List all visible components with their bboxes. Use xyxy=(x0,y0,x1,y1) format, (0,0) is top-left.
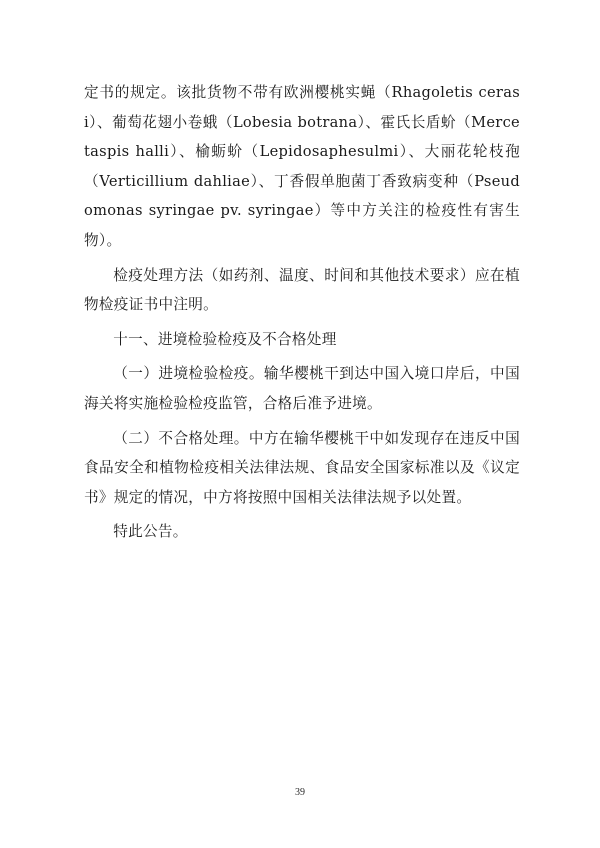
paragraph-announcement-closing: 特此公告。 xyxy=(113,523,188,541)
paragraph-entry-inspection: （一）进境检验检疫。输华樱桃干到达中国入境口岸后，中国海关将实施检验检疫监管，合格后准予进境。 xyxy=(84,365,520,412)
paragraph-quarantine-pests: 定书的规定。该批货物不带有欧洲樱桃实蝇（Rhagoletis cerasi）、葡萄花翅小卷蛾（Lobesia botrana）、霍氏长盾蚧（Mercetaspis halli）、榆蛎蚧（Lepidosaphesulmi）、大丽花轮枝孢（Verticillium dahliae）、丁香假单胞菌丁香致病变种（Pseudomonas syringae pv. syringae）等中方关注的检疫性有害生物）。 xyxy=(84,84,520,249)
document-body xyxy=(84,78,520,547)
paragraph-nonconformity-handling: （二）不合格处理。中方在输华樱桃干中如发现存在违反中国食品安全和植物检疫相关法律法规、食品安全国家标准以及《议定书》规定的情况，中方将按照中国相关法律法规予以处置。 xyxy=(84,429,520,506)
paragraph-treatment-method: 检疫处理方法（如药剂、温度、时间和其他技术要求）应在植物检疫证书中注明。 xyxy=(84,266,520,314)
section-heading-entry-inspection: 十一、进境检验检疫及不合格处理 xyxy=(113,330,337,348)
page-number: 39 xyxy=(295,787,305,798)
